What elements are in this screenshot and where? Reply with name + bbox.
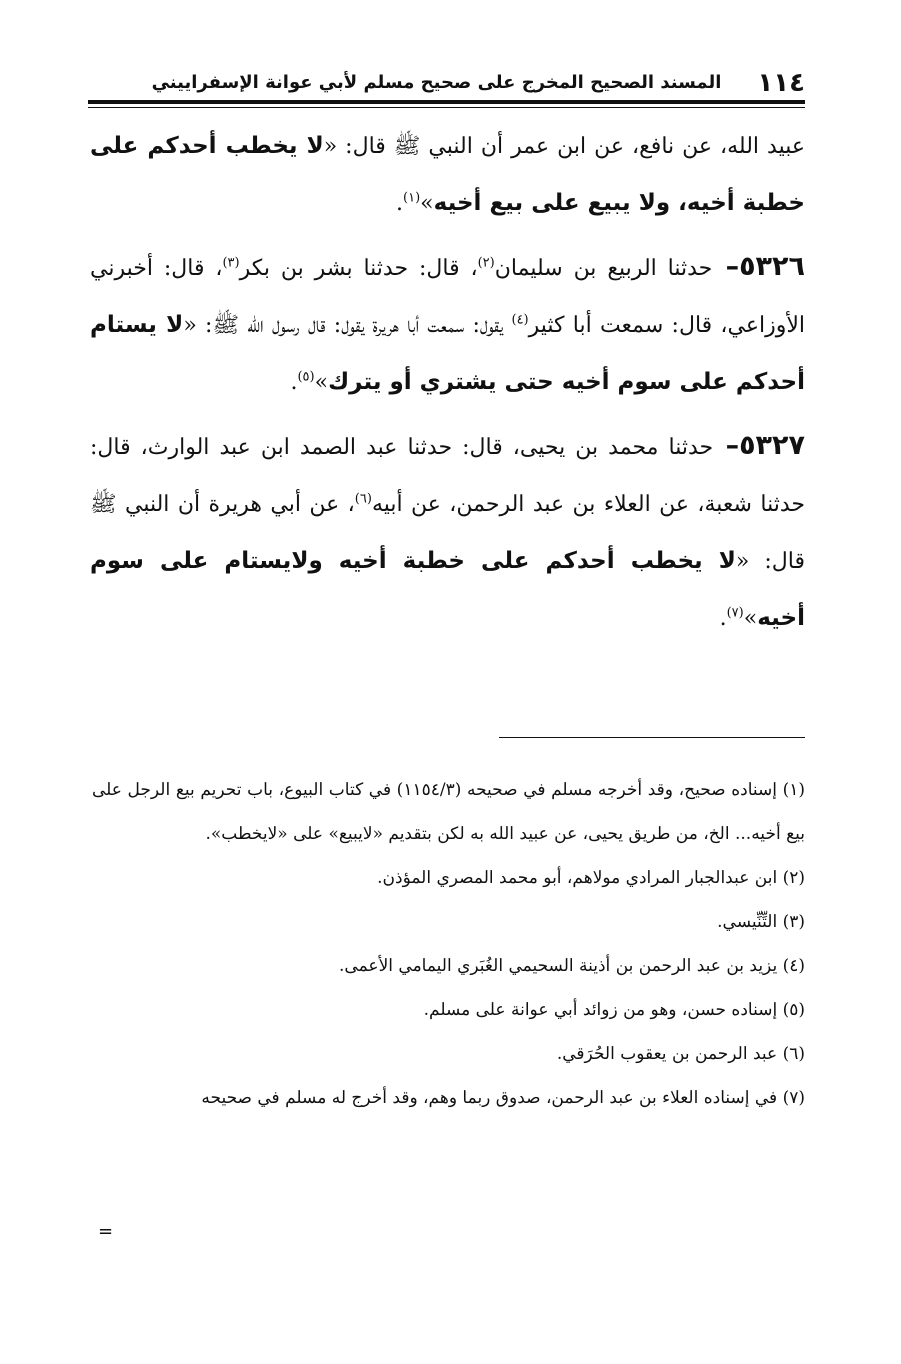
- footnote-ref[interactable]: (١): [403, 190, 421, 206]
- running-title: المسند الصحيح المخرج على صحيح مسلم لأبي عوانة الإسفراييني: [151, 72, 722, 93]
- footnotes: [92, 768, 805, 1120]
- main-text: [90, 118, 805, 653]
- page-number: ١١٤: [757, 68, 805, 98]
- quote-close: »: [743, 606, 758, 631]
- paragraph-3: [90, 417, 805, 647]
- continuation-mark: =: [98, 1221, 114, 1242]
- hadith-text-bold: لا يخطب أحدكم على خطبة أخيه، ولا يبيع على بيع أخيه: [90, 133, 805, 216]
- footnote-2: (٢) ابن عبدالجبار المرادي مولاهم، أبو محمد المصري المؤذن.: [377, 868, 805, 888]
- text: ، قال: حدثنا بشر بن بكر: [239, 256, 478, 281]
- header-rule-thick: [88, 100, 805, 104]
- number-dash: –: [712, 251, 740, 282]
- footnote-3: (٣) التِّنِّيسي.: [717, 912, 805, 932]
- number-dash: –: [713, 430, 740, 461]
- footnote-ref[interactable]: (٧): [726, 605, 744, 621]
- text: حدثنا الربيع بن سليمان: [494, 256, 713, 281]
- text: عبيد الله، عن نافع، عن ابن عمر أن النبي ﷺ قال:: [337, 134, 805, 159]
- header-rule-thin: [88, 107, 805, 108]
- footnote-1: (١) إسناده صحيح، وقد أخرجه مسلم في صحيحه (١١٥٤/٣) في كتاب البيوع، باب تحريم بيع الرجل على بيع أخيه... الخ، من طريق يحيى، عن عبيد الله به لكن بتقديم «لايبيع» على «لايخطب».: [92, 780, 805, 844]
- text: حدثنا محمد بن يحيى، قال: حدثنا عبد الصمد ابن عبد الوارث، قال: حدثنا شعبة، عن العلاء بن عبد الرحمن، عن أبيه: [90, 435, 806, 517]
- footnote-ref[interactable]: (٥): [297, 369, 315, 385]
- footnote-ref[interactable]: (٢): [477, 255, 495, 271]
- period: .: [290, 370, 298, 395]
- text: ، قال: أخبرني الأوزاعي، قال: سمعت أبا كثير: [90, 256, 806, 338]
- period: .: [396, 191, 404, 216]
- footnote-6: (٦) عبد الرحمن بن يعقوب الحُرَقي.: [556, 1044, 805, 1064]
- text: ، عن أبي هريرة أن النبي ﷺ قال:: [90, 492, 806, 574]
- text: يقول: سمعت أبا هريرة يقول: قال رسول الله ﷺ:: [196, 313, 512, 338]
- footnote-4: (٤) يزيد بن عبد الرحمن بن أذينة السحيمي الغُبَري اليمامي الأعمى.: [339, 956, 805, 976]
- hadith-number: ٥٣٢٧: [739, 430, 805, 461]
- quote-open: «: [183, 313, 197, 338]
- quote-close: »: [314, 370, 329, 395]
- footnote-ref[interactable]: (٦): [354, 491, 372, 507]
- footnote-ref[interactable]: (٤): [511, 312, 529, 328]
- footnote-separator: [499, 737, 805, 738]
- paragraph-1: [90, 118, 805, 232]
- quote-close: »: [420, 191, 434, 216]
- hadith-number: ٥٣٢٦: [739, 251, 805, 282]
- running-header: [88, 60, 805, 98]
- footnote-ref[interactable]: (٣): [222, 255, 240, 271]
- footnote-5: (٥) إسناده حسن، وهو من زوائد أبي عوانة على مسلم.: [423, 1000, 805, 1020]
- quote-open: «: [735, 549, 750, 574]
- period: .: [719, 606, 727, 631]
- footnote-7: (٧) في إسناده العلاء بن عبد الرحمن، صدوق ربما وهم، وقد أخرج له مسلم في صحيحه: [201, 1088, 805, 1108]
- hadith-text-bold: لا يستام أحدكم على سوم أخيه حتى يشتري أو يترك: [90, 312, 805, 395]
- hadith-text-bold: لا يخطب أحدكم على خطبة أخيه ولايستام على سوم أخيه: [90, 548, 805, 631]
- quote-open: «: [323, 134, 338, 159]
- paragraph-2: [90, 238, 805, 411]
